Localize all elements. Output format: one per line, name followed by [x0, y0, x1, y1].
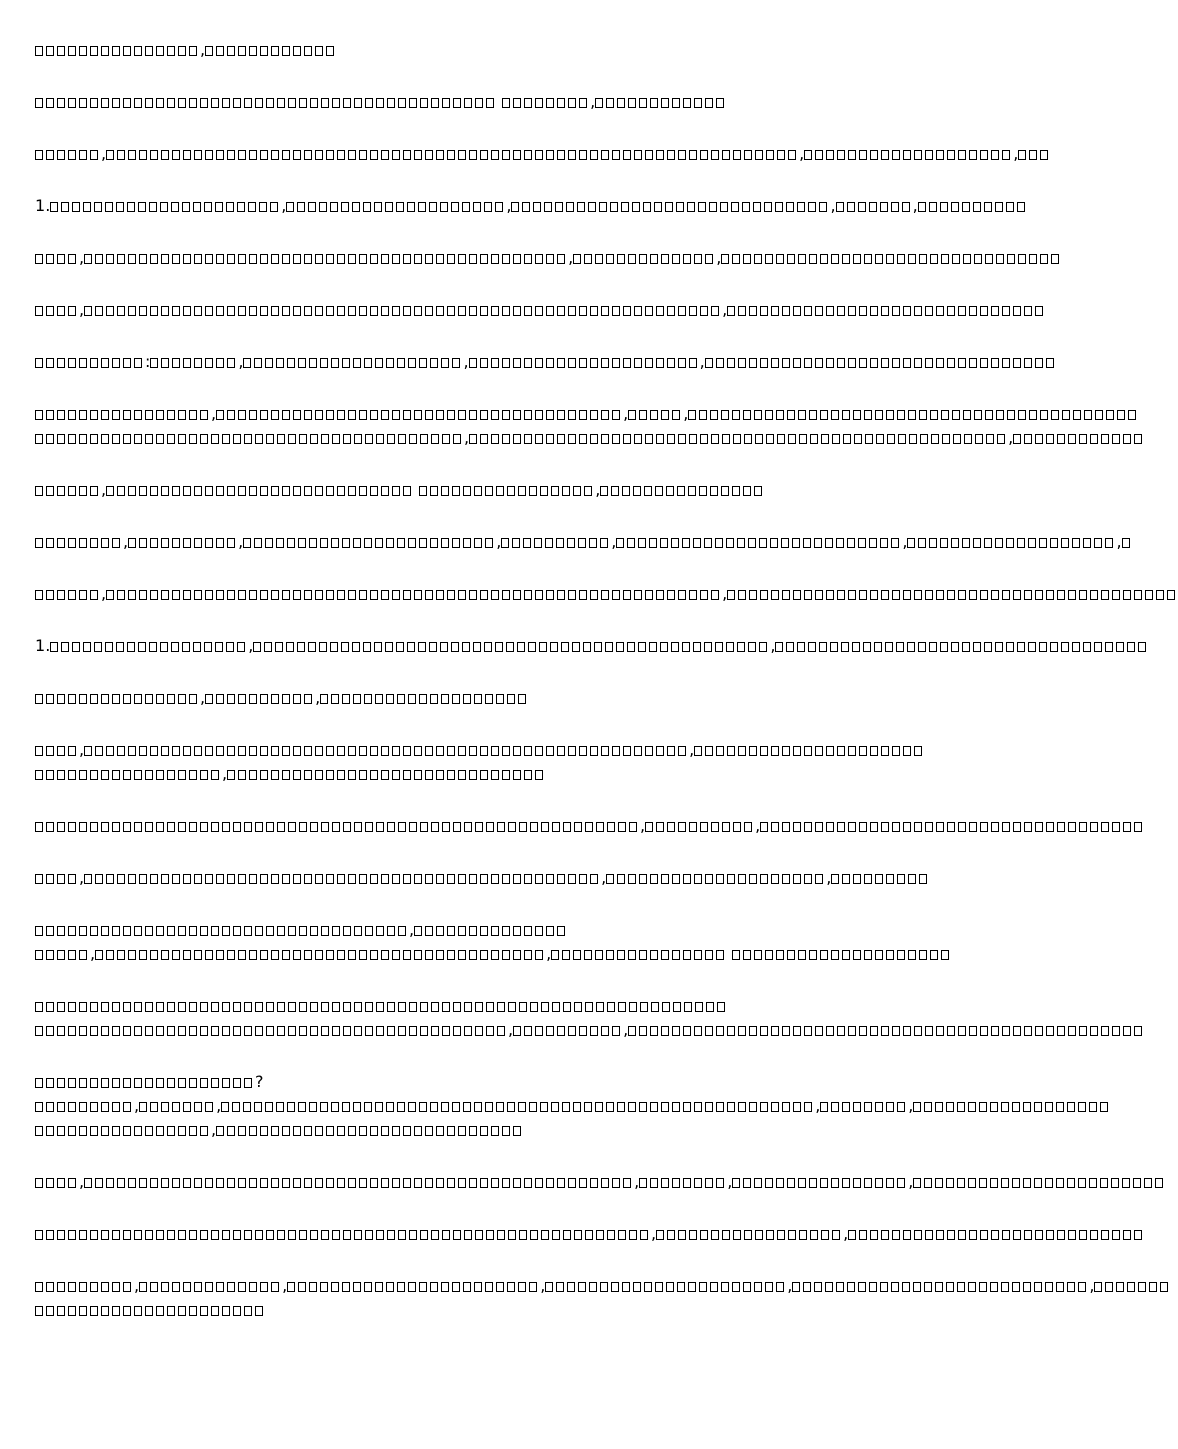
- text-line: 1. , ,: [35, 634, 990, 658]
- paragraph: [35, 246, 990, 270]
- text-line: , , , , , ,: [35, 530, 990, 554]
- paragraph: [35, 582, 990, 606]
- text-line: , ,: [35, 814, 990, 838]
- paragraph: [35, 1222, 990, 1246]
- text-line: [35, 1298, 990, 1322]
- text-line: , ,: [35, 478, 990, 502]
- paragraph: [35, 994, 990, 1042]
- text-line: [35, 994, 990, 1018]
- text-line: , ,: [35, 582, 990, 606]
- paragraph: [35, 738, 990, 786]
- text-line: , , , ,: [35, 1170, 990, 1194]
- text-line: , , ,: [35, 246, 990, 270]
- text-line: , , , , ,: [35, 1274, 990, 1298]
- text-line: , , ,: [35, 142, 990, 166]
- paragraph: [35, 402, 1014, 450]
- text-line: , , , ,: [35, 1094, 990, 1118]
- paragraph: [35, 634, 990, 658]
- paragraph: [35, 194, 990, 218]
- text-line: ?: [35, 1070, 990, 1094]
- paragraph: [35, 38, 990, 62]
- text-line: , ,: [35, 942, 990, 966]
- text-line: , ,: [35, 1018, 990, 1042]
- paragraph: [35, 1170, 990, 1194]
- text-line: , ,: [35, 426, 990, 450]
- text-line: , ,: [35, 686, 990, 710]
- text-line: : , , ,: [35, 350, 990, 374]
- text-line: 1. , , , ,: [35, 194, 990, 218]
- paragraph: [35, 350, 990, 374]
- text-line: ,: [35, 1118, 990, 1142]
- text-line: ,: [35, 38, 990, 62]
- text-line: , ,: [35, 298, 990, 322]
- paragraph: [35, 478, 990, 502]
- paragraph: [35, 1070, 990, 1142]
- paragraph: [35, 814, 990, 838]
- paragraph: [35, 530, 1122, 554]
- text-line: ,: [35, 762, 990, 786]
- document-body: [35, 38, 1122, 1350]
- paragraph: [35, 866, 990, 890]
- text-line: , , ,: [35, 866, 990, 890]
- text-line: ,: [35, 918, 990, 942]
- paragraph: [35, 298, 990, 322]
- paragraph: [35, 142, 1019, 166]
- paragraph: [35, 90, 990, 114]
- text-line: , ,: [35, 738, 990, 762]
- text-line: , ,: [35, 1222, 990, 1246]
- text-line: , , ,: [35, 402, 990, 426]
- text-line: ,: [35, 90, 990, 114]
- paragraph: [35, 686, 990, 710]
- paragraph: [35, 918, 990, 966]
- paragraph: [35, 1274, 1095, 1322]
